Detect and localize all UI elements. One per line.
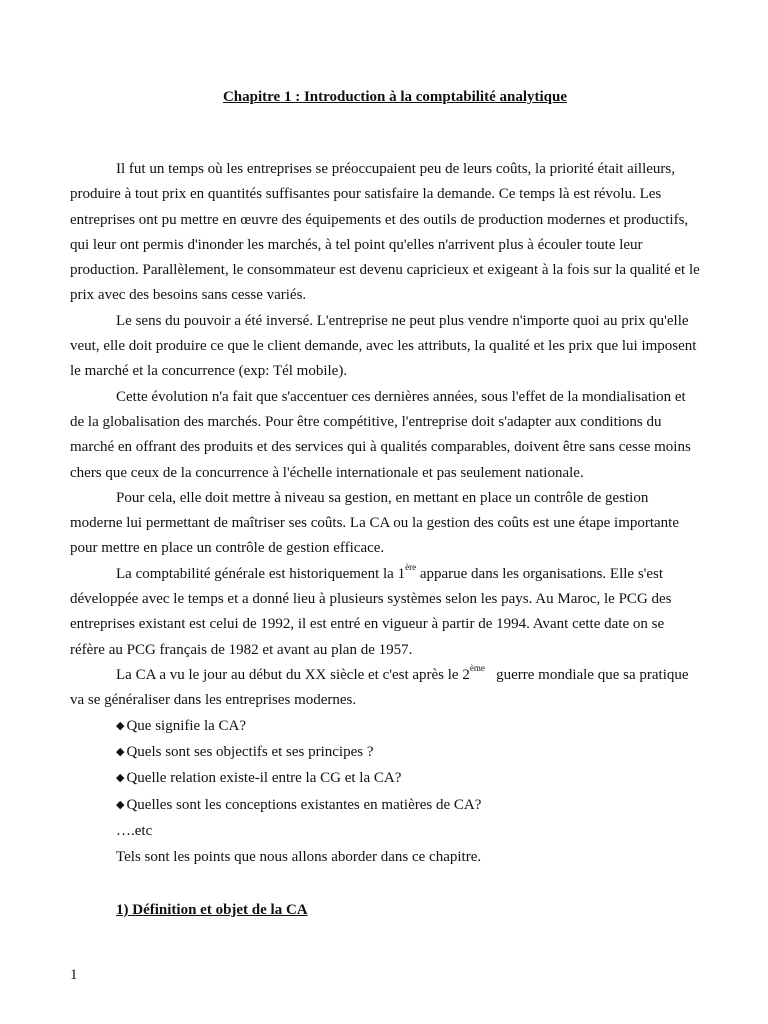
text-line: qui leur ont permis d'inonder les marchés, à tel point qu'elles n'arrivent plus à écouler toute leur <box>70 236 643 253</box>
ordinal-superscript: ème <box>469 662 485 673</box>
text-segment: La CA a vu le jour au début du XX siècle et c'est après le 2 <box>116 666 470 683</box>
text-line: moderne lui permettant de maîtriser ses coûts. La CA ou la gestion des coûts est une étape importante <box>70 515 680 532</box>
question-list <box>70 714 722 820</box>
text-line: prix avec des besoins sans cesse variés. <box>70 287 307 304</box>
text-line: entreprises existant est celui de 1992, il est entré en vigueur à partir de 1994. Avant cette date on se <box>70 616 665 633</box>
page-number: 1 <box>70 967 78 983</box>
text-line: développée avec le temps et a donné lieu à plusieurs systèmes selon les pays. Au Maroc, le PCG des <box>70 591 672 608</box>
diamond-bullet-icon: ◆ <box>116 719 125 732</box>
paragraph-6 <box>70 663 722 714</box>
text-line: produire à tout prix en quantités suffisantes pour satisfaire la demande. Ce temps là est révolu. Les <box>70 186 662 203</box>
question-text: Que signifie la CA? <box>126 717 247 734</box>
list-item <box>70 766 722 792</box>
diamond-bullet-icon: ◆ <box>116 772 125 785</box>
text-line: Le sens du pouvoir a été inversé. L'entreprise ne peut plus vendre n'importe quoi au prix qu'elle <box>116 312 689 329</box>
text-line: Cette évolution n'a fait que s'accentuer ces dernières années, sous l'effet de la mondialisation et <box>116 388 686 405</box>
text-line: marché en offrant des produits et des services qui à qualités comparables, doivent être sans cesse moins <box>70 439 691 456</box>
text-line: pour mettre en place un contrôle de gestion efficace. <box>70 540 385 557</box>
text-line: entreprises ont pu mettre en œuvre des équipements et des outils de production modernes et productifs, <box>70 211 689 228</box>
chapter-title: Chapitre 1 : Introduction à la comptabilité analytique <box>222 89 568 105</box>
text-line: Pour cela, elle doit mettre à niveau sa gestion, en mettant en place un contrôle de gestion <box>116 489 649 506</box>
etc-text: ….etc <box>116 823 153 840</box>
closing-text: Tels sont les points que nous allons aborder dans ce chapitre. <box>116 848 482 865</box>
paragraph-2 <box>70 309 722 385</box>
diamond-bullet-icon: ◆ <box>116 745 125 758</box>
diamond-bullet-icon: ◆ <box>116 798 125 811</box>
text-line: chers que ceux de la concurrence à l'échelle internationale et pas seulement nationale. <box>70 464 584 481</box>
paragraph-5 <box>70 562 722 663</box>
section-heading: 1) Définition et objet de la CA <box>116 902 308 918</box>
text-segment: apparue dans les organisations. Elle s'est <box>416 565 664 582</box>
text-segment: guerre mondiale que sa pratique <box>484 666 689 683</box>
ordinal-superscript: ère <box>405 561 417 572</box>
list-item <box>70 740 722 766</box>
text-line <box>70 562 722 587</box>
text-line: veut, elle doit produire ce que le client demande, avec les attributs, la qualité et les prix que lui imposent <box>70 338 697 355</box>
list-item <box>70 714 722 740</box>
text-line: Il fut un temps où les entreprises se préoccupaient peu de leurs coûts, la priorité était ailleurs, <box>116 161 675 177</box>
question-text: Quelle relation existe-il entre la CG et la CA? <box>126 770 402 787</box>
body-text <box>70 157 722 870</box>
question-text: Quelles sont les conceptions existantes en matières de CA? <box>126 796 482 813</box>
paragraph-1 <box>70 157 722 309</box>
text-line: de la globalisation des marchés. Pour être compétitive, l'entreprise doit s'adapter aux conditions du <box>70 413 662 430</box>
list-item <box>70 793 722 819</box>
paragraph-4 <box>70 486 722 562</box>
text-line: le marché et la concurrence (exp: Tél mobile). <box>70 363 348 380</box>
text-segment: La comptabilité générale est historiquement la 1 <box>116 565 406 582</box>
question-text: Quels sont ses objectifs et ses principes ? <box>126 743 374 760</box>
text-line <box>70 663 722 688</box>
text-line: production. Parallèlement, le consommateur est devenu capricieux et exigeant à la fois sur la qualité et le <box>70 262 700 279</box>
text-line: réfère au PCG français de 1982 et avant au plan de 1957. <box>70 641 413 658</box>
text-line: va se généraliser dans les entreprises modernes. <box>70 692 357 709</box>
paragraph-3 <box>70 385 722 486</box>
